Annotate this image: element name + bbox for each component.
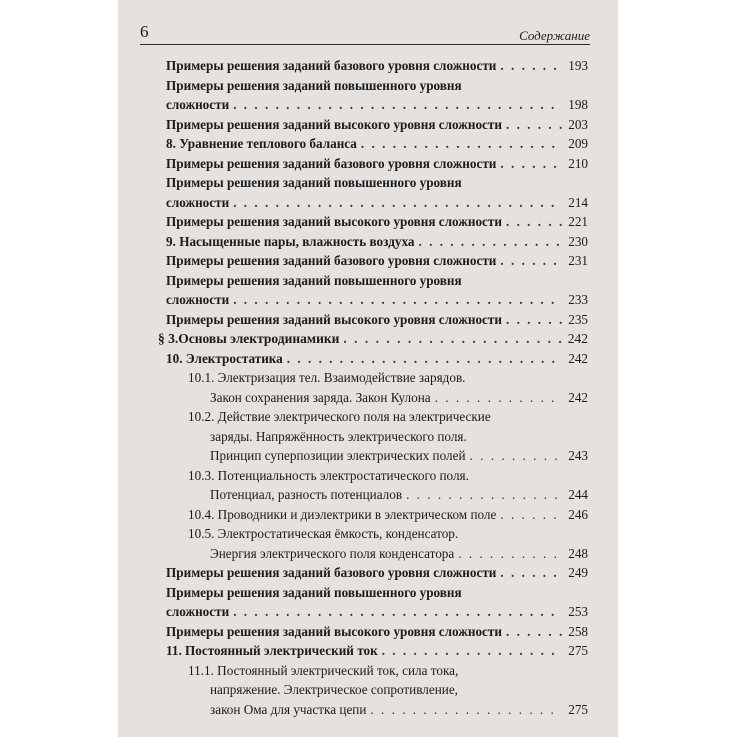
toc-entry-title-line: Примеры решения заданий повышенного уровня bbox=[166, 272, 462, 288]
toc-entry bbox=[166, 115, 588, 135]
section-mark: § 3. bbox=[158, 331, 179, 346]
toc-entry-title: сложности bbox=[166, 97, 230, 112]
toc-entry-title: сложности bbox=[166, 604, 230, 619]
toc-leader-dots bbox=[419, 232, 563, 252]
toc-entry-title-line: Примеры решения заданий повышенного уровня bbox=[166, 175, 462, 190]
toc-leader-dots bbox=[287, 349, 562, 369]
toc-entry-page: 253 bbox=[568, 604, 588, 619]
toc-entry bbox=[166, 173, 588, 212]
toc-entry-title: 8. Уравнение теплового баланса bbox=[166, 136, 357, 151]
running-title: Содержание bbox=[519, 28, 590, 43]
toc-entry bbox=[166, 251, 588, 271]
toc-subentry bbox=[166, 407, 588, 466]
toc-entry-page: 258 bbox=[568, 623, 588, 639]
toc-entry-page: 242 bbox=[568, 389, 588, 405]
toc-entry-title-line: 10.1. Электризация тел. Взаимодействие зарядов. bbox=[188, 370, 466, 385]
toc-leader-dots bbox=[343, 329, 562, 349]
toc-entry-title: сложности bbox=[166, 292, 230, 307]
toc-entry-title: 11. Постоянный электрический ток bbox=[166, 643, 378, 658]
toc-entry-page: 249 bbox=[568, 565, 588, 580]
toc-leader-dots bbox=[506, 310, 562, 330]
toc-entry bbox=[166, 271, 588, 310]
toc-leader-dots bbox=[233, 290, 562, 310]
toc-entry-page: 243 bbox=[568, 448, 588, 463]
page-header bbox=[140, 22, 590, 45]
table-of-contents bbox=[158, 56, 588, 719]
toc-entry-page: 230 bbox=[568, 233, 588, 249]
toc-entry-title: Закон сохранения заряда. Закон Кулона bbox=[210, 389, 431, 405]
toc-entry-title: Примеры решения заданий базового уровня сложности bbox=[166, 58, 497, 73]
toc-entry bbox=[166, 583, 588, 622]
toc-leader-dots bbox=[500, 505, 562, 525]
toc-entry-page: 214 bbox=[568, 194, 588, 210]
toc-entry-title: Примеры решения заданий базового уровня сложности bbox=[166, 155, 497, 171]
toc-subentry bbox=[166, 466, 588, 505]
toc-leader-dots bbox=[500, 56, 562, 76]
toc-entry bbox=[166, 232, 588, 252]
toc-entry-title-line: Примеры решения заданий повышенного уровня bbox=[166, 584, 462, 600]
toc-entry-title-line: 10.5. Электростатическая ёмкость, конденсатор. bbox=[188, 526, 459, 541]
toc-entry bbox=[166, 212, 588, 232]
toc-entry bbox=[166, 56, 588, 76]
toc-leader-dots bbox=[233, 602, 562, 622]
toc-leader-dots bbox=[370, 700, 562, 720]
toc-entry-title: Потенциал, разность потенциалов bbox=[210, 487, 403, 502]
toc-entry bbox=[166, 76, 588, 115]
toc-entry-title: Примеры решения заданий базового уровня сложности bbox=[166, 253, 497, 268]
toc-entry-page: 275 bbox=[568, 643, 588, 658]
toc-entry-title: 9. Насыщенные пары, влажность воздуха bbox=[166, 233, 415, 249]
toc-entry-page: 235 bbox=[568, 311, 588, 327]
toc-leader-dots bbox=[458, 544, 562, 564]
toc-entry-page: 221 bbox=[568, 214, 588, 229]
toc-entry-page: 248 bbox=[568, 545, 588, 561]
toc-entry-page: 233 bbox=[568, 292, 588, 307]
toc-entry-title-line: 10.3. Потенциальность электростатического поля. bbox=[188, 467, 469, 483]
toc-section-entry bbox=[158, 329, 588, 349]
toc-entry-page: 203 bbox=[568, 116, 588, 132]
toc-entry-title-line: 11.1. Постоянный электрический ток, сила тока, bbox=[188, 662, 459, 678]
toc-entry-page: 275 bbox=[568, 701, 588, 717]
toc-entry-title: Примеры решения заданий высокого уровня сложности bbox=[166, 311, 502, 327]
toc-leader-dots bbox=[506, 115, 562, 135]
toc-entry bbox=[166, 641, 588, 661]
toc-entry bbox=[166, 154, 588, 174]
toc-entry-title: Принцип суперпозиции электрических полей bbox=[210, 448, 466, 463]
toc-entry-title: Примеры решения заданий базового уровня сложности bbox=[166, 565, 497, 580]
toc-subentry bbox=[166, 524, 588, 563]
toc-leader-dots bbox=[506, 622, 562, 642]
toc-entry-page: 242 bbox=[567, 331, 588, 346]
toc-entry-title: сложности bbox=[166, 194, 230, 210]
toc-entry-title: Примеры решения заданий высокого уровня сложности bbox=[166, 623, 502, 639]
toc-entry-title: 10.4. Проводники и диэлектрики в электрическом поле bbox=[188, 506, 497, 522]
toc-entry-title: Примеры решения заданий высокого уровня сложности bbox=[166, 214, 502, 229]
toc-entry bbox=[166, 622, 588, 642]
toc-entry-title: 10. Электростатика bbox=[166, 350, 283, 366]
toc-leader-dots bbox=[233, 95, 562, 115]
toc-entry-page: 244 bbox=[568, 487, 588, 502]
toc-entry-page: 209 bbox=[568, 136, 588, 151]
toc-leader-dots bbox=[406, 485, 562, 505]
toc-entry-page: 231 bbox=[568, 253, 588, 268]
toc-entry-page: 198 bbox=[568, 97, 588, 112]
toc-leader-dots bbox=[500, 251, 562, 271]
toc-entry bbox=[166, 134, 588, 154]
toc-entry bbox=[166, 349, 588, 369]
book-page bbox=[118, 0, 618, 737]
toc-leader-dots bbox=[500, 563, 562, 583]
toc-entry bbox=[166, 563, 588, 583]
toc-leader-dots bbox=[470, 446, 562, 466]
toc-leader-dots bbox=[361, 134, 562, 154]
toc-entry-page: 242 bbox=[568, 350, 588, 366]
toc-entry-title-line: Примеры решения заданий повышенного уровня bbox=[166, 77, 462, 93]
toc-entry-title-line: заряды. Напряжённость электрического поля. bbox=[210, 428, 467, 444]
toc-entry-title: Основы электродинамики bbox=[178, 331, 340, 346]
page-number: 6 bbox=[140, 22, 149, 41]
toc-entry-page: 246 bbox=[568, 506, 588, 522]
toc-entry-title: закон Ома для участка цепи bbox=[210, 701, 367, 717]
toc-entry-title-line: 10.2. Действие электрического поля на электрические bbox=[188, 409, 491, 424]
toc-subentry bbox=[166, 368, 588, 407]
toc-entry-title-line: напряжение. Электрическое сопротивление, bbox=[210, 682, 458, 697]
toc-subentry bbox=[166, 505, 588, 525]
toc-entry-title: Примеры решения заданий высокого уровня сложности bbox=[166, 116, 502, 132]
toc-leader-dots bbox=[382, 641, 562, 661]
toc-entry bbox=[166, 310, 588, 330]
toc-leader-dots bbox=[233, 193, 562, 213]
toc-leader-dots bbox=[506, 212, 562, 232]
toc-subentry bbox=[166, 661, 588, 720]
toc-entry-page: 210 bbox=[568, 155, 588, 171]
toc-entry-page: 193 bbox=[568, 58, 588, 73]
toc-leader-dots bbox=[435, 388, 562, 408]
toc-leader-dots bbox=[500, 154, 562, 174]
toc-entry-title: Энергия электрического поля конденсатора bbox=[210, 545, 455, 561]
